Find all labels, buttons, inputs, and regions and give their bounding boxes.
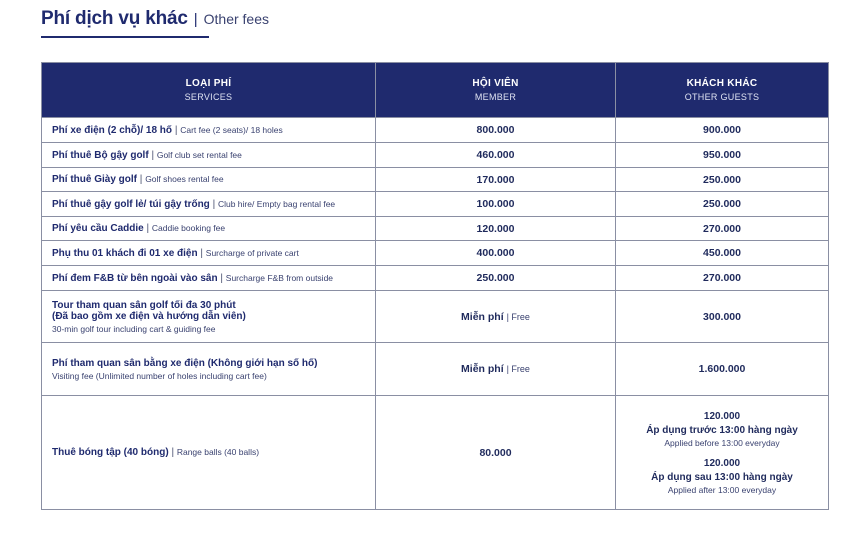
- table-row: [42, 192, 829, 217]
- service-cell: Phụ thu 01 khách đi 01 xe điện | Surcharge of private cart: [42, 241, 376, 266]
- member-price: Miễn phí | Free: [376, 343, 616, 396]
- table-row: [42, 241, 829, 266]
- guest-price: 1.600.000: [616, 343, 829, 396]
- header-services: LOẠI PHÍ SERVICES: [42, 63, 376, 118]
- member-price: 400.000: [376, 241, 616, 266]
- service-cell: Phí thuê gậy golf lẻ/ túi gậy trống | Club hire/ Empty bag rental fee: [42, 192, 376, 217]
- service-cell: Phí đem F&B từ bên ngoài vào sân | Surcharge F&B from outside: [42, 266, 376, 291]
- header-member: HỘI VIÊN MEMBER: [376, 63, 616, 118]
- table-row-tour: [42, 291, 829, 343]
- fees-table: [41, 62, 829, 510]
- member-price: 100.000: [376, 192, 616, 217]
- title-separator: |: [193, 11, 198, 28]
- guest-price: 250.000: [616, 168, 829, 192]
- guest-price: 250.000: [616, 192, 829, 217]
- table-row: [42, 118, 829, 143]
- member-price: 250.000: [376, 266, 616, 291]
- guest-price-range: 120.000 Áp dụng trước 13:00 hàng ngày Applied before 13:00 everyday 120.000 Áp dụng sau 13:00 hàng ngày Applied after 13:00 everyday: [616, 396, 829, 510]
- member-price: Miễn phí | Free: [376, 291, 616, 343]
- service-cell: Phí tham quan sân bằng xe điện (Không giới hạn số hố) Visiting fee (Unlimited number of holes including cart fee): [42, 343, 376, 396]
- table-row: [42, 217, 829, 241]
- guest-price: 270.000: [616, 217, 829, 241]
- guest-price: 950.000: [616, 143, 829, 168]
- title-vietnamese: Phí dịch vụ khác: [41, 8, 188, 29]
- service-cell: Phí yêu cầu Caddie | Caddie booking fee: [42, 217, 376, 241]
- table-header-row: [42, 63, 829, 118]
- title-english: Other fees: [203, 11, 270, 27]
- service-cell: Tour tham quan sân golf tối đa 30 phút (Đã bao gồm xe điện và hướng dẫn viên) 30-min golf tour including cart & guiding fee: [42, 291, 376, 343]
- page-title: [41, 8, 269, 30]
- member-price: 800.000: [376, 118, 616, 143]
- service-cell: Phí thuê Bộ gậy golf | Golf club set rental fee: [42, 143, 376, 168]
- table-row-range: [42, 396, 829, 510]
- table-row: [42, 143, 829, 168]
- guest-price: 900.000: [616, 118, 829, 143]
- member-price: 460.000: [376, 143, 616, 168]
- guest-price: 300.000: [616, 291, 829, 343]
- guest-price: 450.000: [616, 241, 829, 266]
- service-cell: Phí xe điện (2 chỗ)/ 18 hố | Cart fee (2 seats)/ 18 holes: [42, 118, 376, 143]
- guest-price: 270.000: [616, 266, 829, 291]
- table-row-visit: [42, 343, 829, 396]
- member-price: 80.000: [376, 396, 616, 510]
- service-cell: Thuê bóng tập (40 bóng) | Range balls (40 balls): [42, 396, 376, 510]
- title-underline: [41, 36, 209, 38]
- member-price: 120.000: [376, 217, 616, 241]
- service-cell: Phí thuê Giày golf | Golf shoes rental fee: [42, 168, 376, 192]
- member-price: 170.000: [376, 168, 616, 192]
- table-row: [42, 266, 829, 291]
- table-row: [42, 168, 829, 192]
- header-other-guests: KHÁCH KHÁC OTHER GUESTS: [616, 63, 829, 118]
